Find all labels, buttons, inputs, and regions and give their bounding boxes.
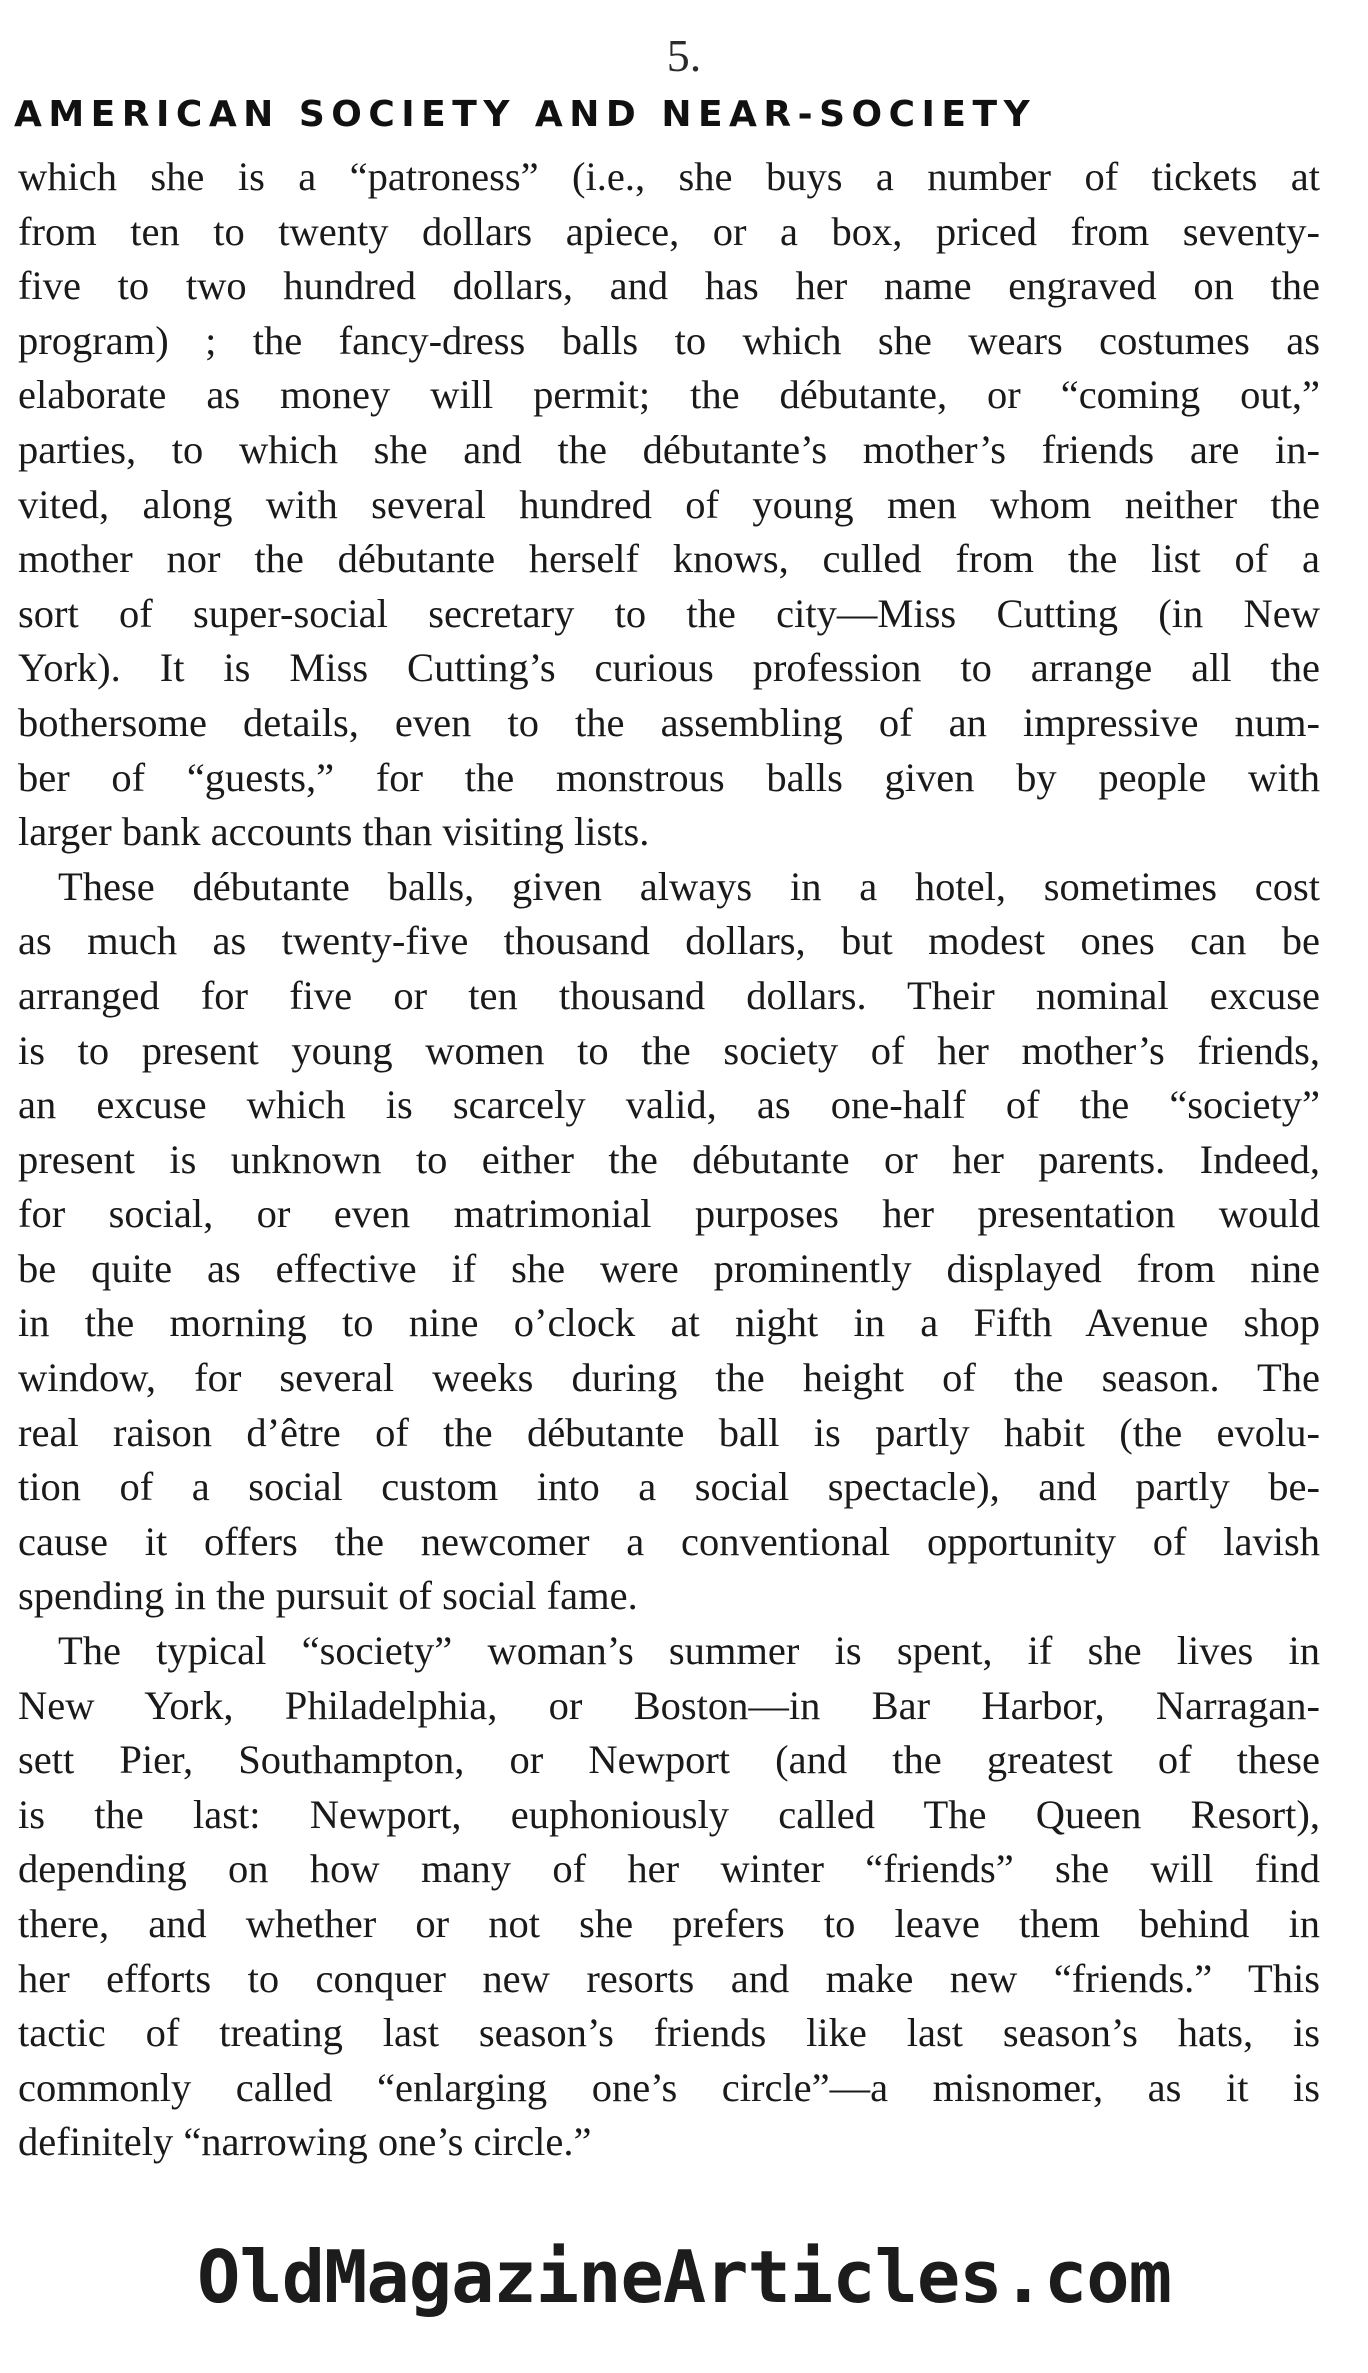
text-line: cause it offers the newcomer a conventional opportunity of lavish: [18, 1518, 1320, 1564]
text-line: present is unknown to either the débutante or her parents. Indeed,: [18, 1136, 1320, 1182]
text-line: spending in the pursuit of social fame.: [18, 1573, 638, 1619]
text-line: an excuse which is scarcely valid, as one-half of the “society”: [18, 1082, 1320, 1128]
text-line: which she is a “patroness” (i.e., she buys a number of tickets at: [18, 154, 1320, 199]
text-line: York). It is Miss Cutting’s curious profession to arrange all the: [18, 645, 1320, 691]
article-body: [18, 150, 1320, 2170]
text-line: depending on how many of her winter “friends” she will find: [18, 1846, 1320, 1892]
text-line: be quite as effective if she were prominently displayed from nine: [18, 1245, 1320, 1291]
text-line: is the last: Newport, euphoniously called The Queen Resort),: [18, 1791, 1320, 1837]
running-heading: AMERICAN SOCIETY AND NEAR-SOCIETY: [14, 94, 1037, 135]
text-line: The typical “society” woman’s summer is spent, if she lives in: [58, 1628, 1320, 1674]
text-line: larger bank accounts than visiting lists.: [18, 809, 650, 855]
text-line: elaborate as money will permit; the débutante, or “coming out,”: [18, 372, 1320, 418]
text-line: commonly called “enlarging one’s circle”—a misnomer, as it is: [18, 2064, 1320, 2110]
page-number: 5.: [666, 30, 702, 81]
text-line: is to present young women to the society of her mother’s friends,: [18, 1027, 1320, 1073]
text-line: there, and whether or not she prefers to leave them behind in: [18, 1901, 1320, 1946]
text-line: definitely “narrowing one’s circle.”: [18, 2119, 592, 2165]
text-line: tion of a social custom into a social spectacle), and partly be-: [18, 1464, 1320, 1510]
text-line: five to two hundred dollars, and has her name engraved on the: [18, 263, 1320, 309]
text-line: program) ; the fancy-dress balls to which she wears costumes as: [18, 317, 1320, 363]
text-line: New York, Philadelphia, or Boston—in Bar Harbor, Narragan-: [18, 1682, 1320, 1728]
text-line: ber of “guests,” for the monstrous balls given by people with: [18, 754, 1320, 800]
text-line: window, for several weeks during the height of the season. The: [18, 1355, 1320, 1401]
text-line: bothersome details, even to the assembling of an impressive num-: [18, 699, 1320, 745]
text-line: vited, along with several hundred of young men whom neither the: [18, 481, 1320, 527]
text-line: real raison d’être of the débutante ball is partly habit (the evolu-: [18, 1409, 1320, 1455]
text-line: her efforts to conquer new resorts and make new “friends.” This: [18, 1955, 1320, 2001]
paragraph: [18, 150, 1320, 860]
text-line: parties, to which she and the débutante’s mother’s friends are in-: [18, 426, 1320, 472]
text-line: as much as twenty-five thousand dollars, but modest ones can be: [18, 918, 1320, 964]
paragraph: [18, 860, 1320, 1624]
text-line: for social, or even matrimonial purposes her presentation would: [18, 1191, 1320, 1237]
text-line: These débutante balls, given always in a hotel, sometimes cost: [58, 863, 1320, 909]
text-line: arranged for five or ten thousand dollars. Their nominal excuse: [18, 972, 1320, 1018]
text-line: sort of super-social secretary to the city—Miss Cutting (in New: [18, 590, 1320, 636]
site-watermark: OldMagazineArticles.com: [197, 2235, 1171, 2319]
text-line: in the morning to nine o’clock at night in a Fifth Avenue shop: [18, 1300, 1320, 1346]
text-line: sett Pier, Southampton, or Newport (and the greatest of these: [18, 1737, 1320, 1783]
text-line: mother nor the débutante herself knows, culled from the list of a: [18, 536, 1320, 582]
paragraph: [18, 1624, 1320, 2170]
text-line: from ten to twenty dollars apiece, or a box, priced from seventy-: [18, 208, 1320, 254]
text-line: tactic of treating last season’s friends like last season’s hats, is: [18, 2010, 1320, 2056]
